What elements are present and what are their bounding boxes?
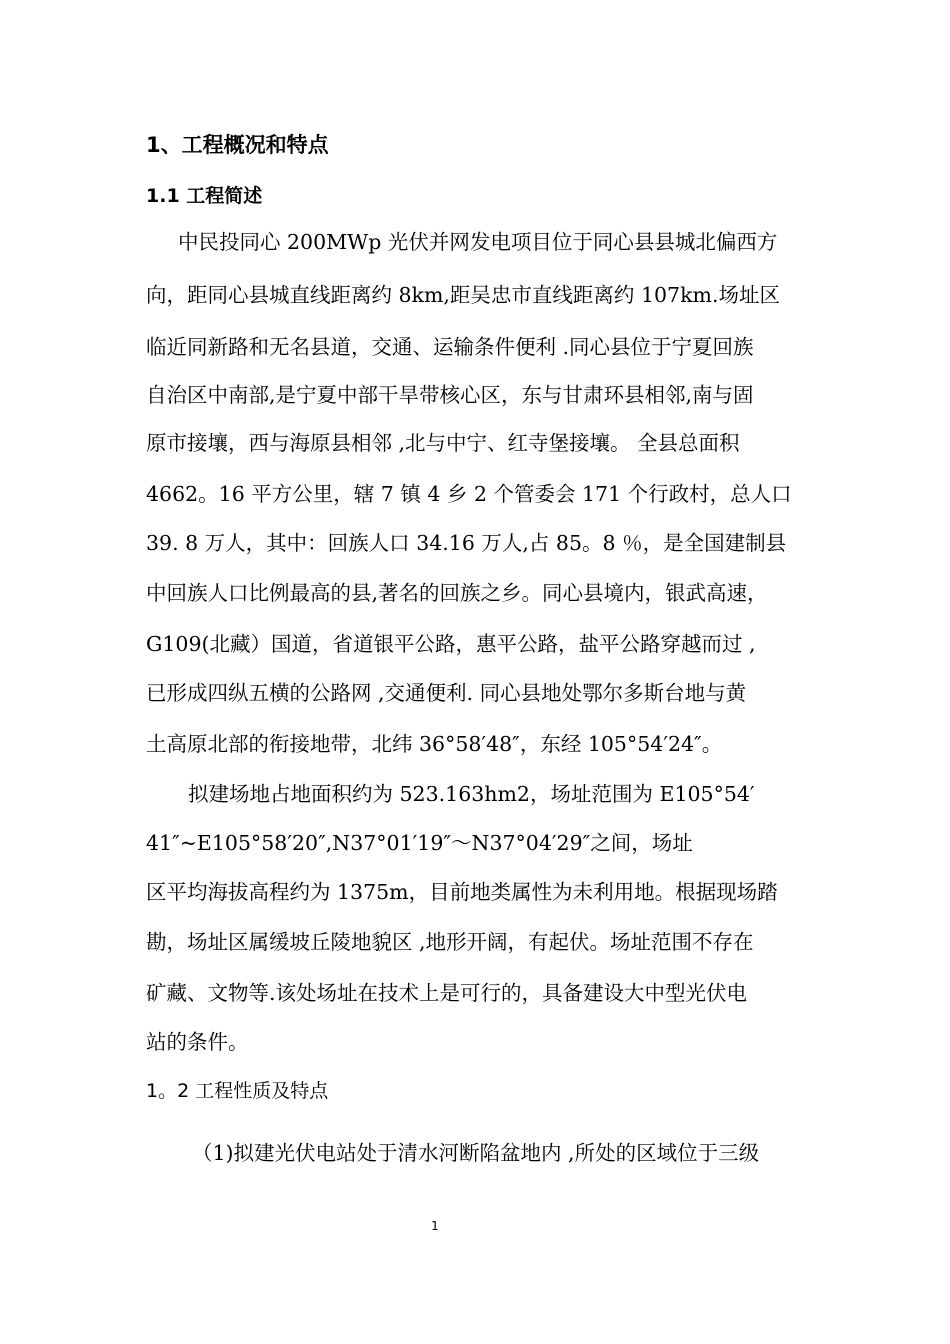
paragraph-line: 自治区中南部,是宁夏中部干旱带核心区，东与甘肃环县相邻,南与固 <box>146 383 754 407</box>
paragraph-line: 41″~E105°58′20″,N37°01′19″～N37°04′29″之间，场址 <box>146 831 693 855</box>
paragraph-line: 拟建场地占地面积约为 523.163hm2，场址范围为 E105°54′ <box>188 782 755 806</box>
page-number: 1 <box>431 1219 439 1233</box>
paragraph-line: 已形成四纵五横的公路网 ,交通便利. 同心县地处鄂尔多斯台地与黄 <box>146 681 747 705</box>
paragraph-line: 矿藏、文物等.该处场址在技术上是可行的，具备建设大中型光伏电 <box>146 981 748 1005</box>
paragraph-line: 临近同新路和无名县道，交通、运输条件便利 .同心县位于宁夏回族 <box>146 335 754 359</box>
section-heading: 1、工程概况和特点 <box>146 133 329 157</box>
paragraph-line: 向，距同心县城直线距离约 8km,距吴忠市直线距离约 107km.场址区 <box>146 283 780 307</box>
paragraph-line: 区平均海拔高程约为 1375m，目前地类属性为未利用地。根据现场踏 <box>146 880 778 904</box>
paragraph-line: 39. 8 万人，其中：回族人口 34.16 万人,占 85。8 ％，是全国建制县 <box>146 531 787 555</box>
paragraph-line: 中民投同心 200MWp 光伏并网发电项目位于同心县县城北偏西方 <box>178 230 778 254</box>
subsection-heading-characteristics: 1。2 工程性质及特点 <box>146 1080 329 1102</box>
paragraph-line: 中回族人口比例最高的县,著名的回族之乡。同心县境内，银武高速， <box>146 581 768 605</box>
paragraph-line: （1)拟建光伏电站处于清水河断陷盆地内 ,所处的区域位于三级 <box>192 1141 760 1165</box>
paragraph-line: 站的条件。 <box>146 1030 249 1054</box>
paragraph-line: 原市接壤，西与海原县相邻 ,北与中宁、红寺堡接壤。 全县总面积 <box>146 431 740 455</box>
subsection-heading-overview: 1.1 工程简述 <box>146 185 263 207</box>
paragraph-line: G109(北藏）国道，省道银平公路，惠平公路，盐平公路穿越而过 , <box>146 632 756 656</box>
paragraph-line: 4662。16 平方公里，辖 7 镇 4 乡 2 个管委会 171 个行政村，总人口 <box>146 482 792 506</box>
paragraph-line: 土高原北部的衔接地带，北纬 36°58′48″，东经 105°54′24″。 <box>146 732 723 756</box>
paragraph-line: 勘，场址区属缓坡丘陵地貌区 ,地形开阔，有起伏。场址范围不存在 <box>146 930 754 954</box>
